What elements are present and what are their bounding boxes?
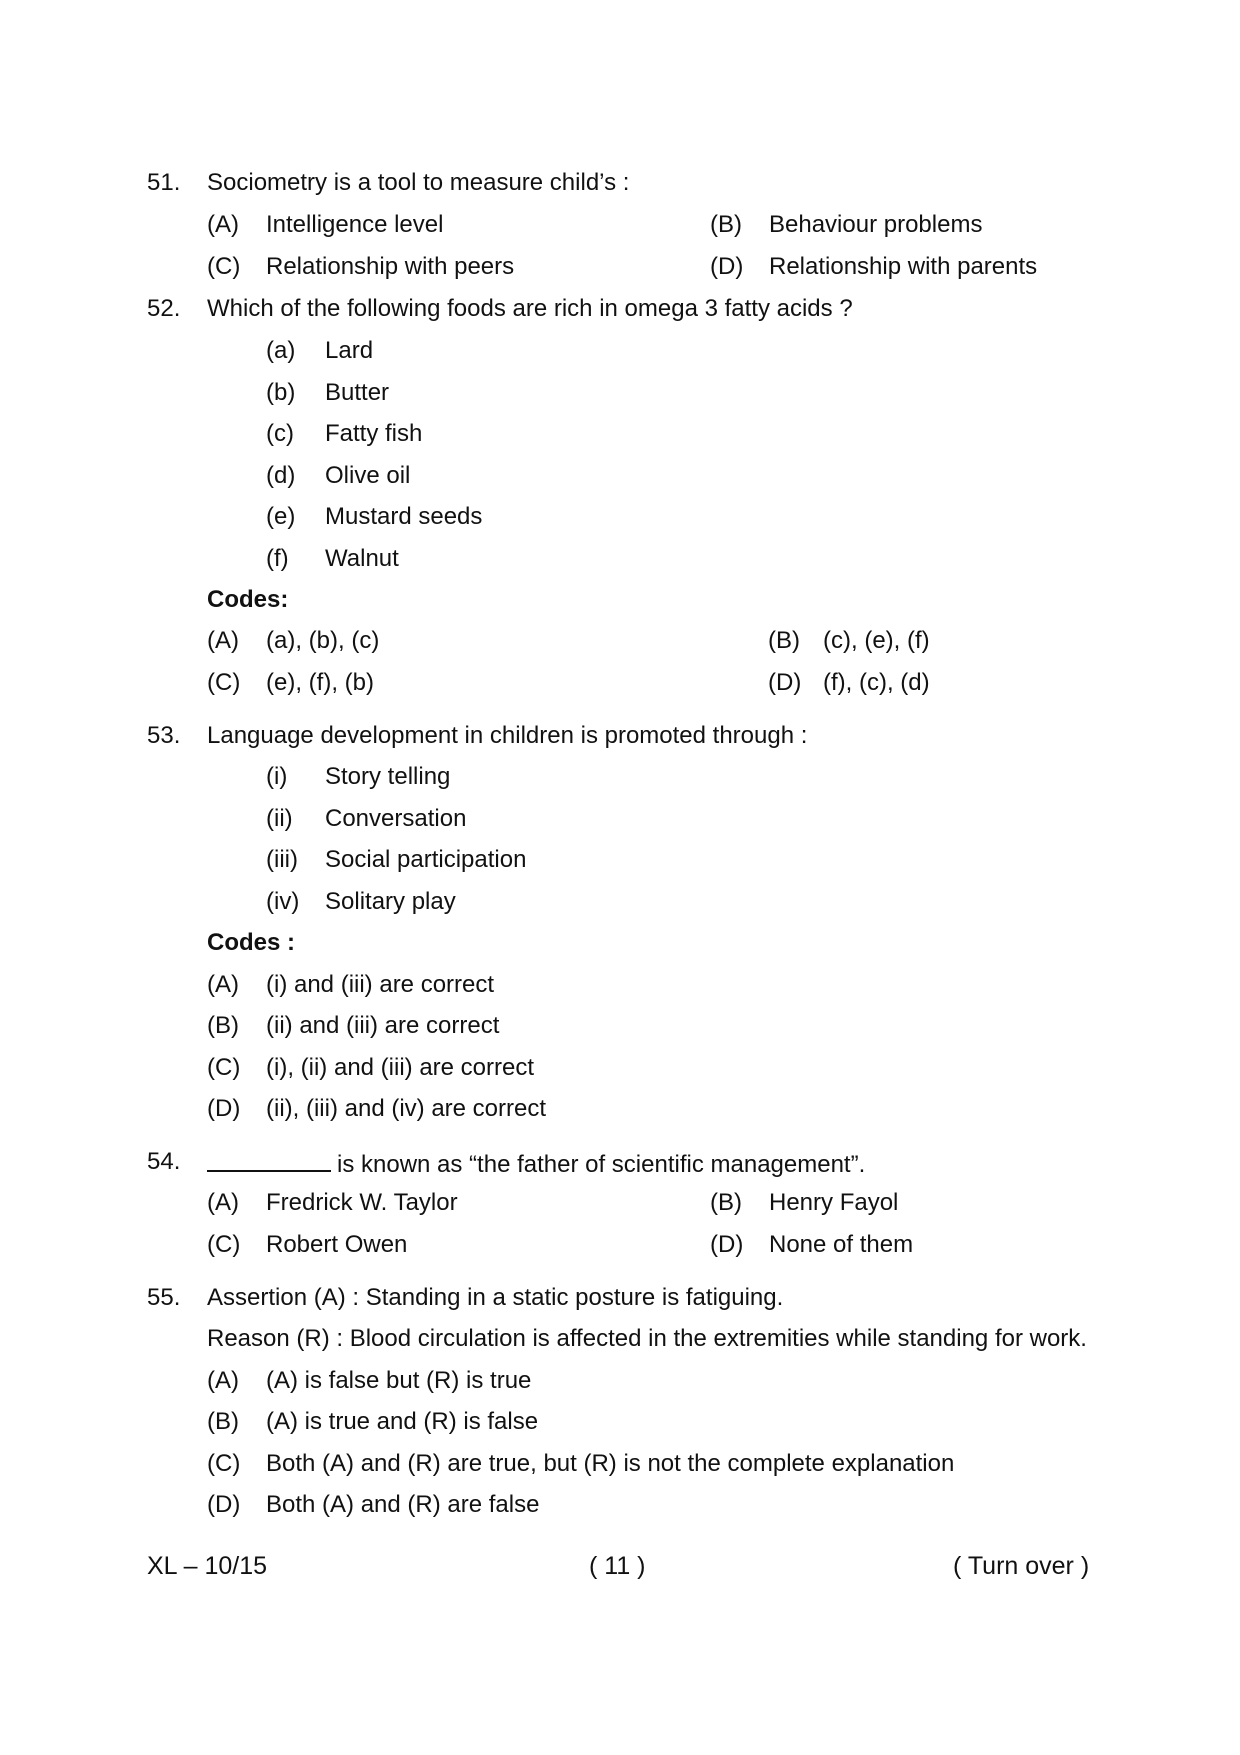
q52-opt-b-text: (c), (e), (f) (823, 627, 930, 654)
q54-opt-a-label: (A) (207, 1189, 239, 1216)
q53-opt-b-label: (B) (207, 1012, 239, 1039)
q52-item-d-text: Olive oil (325, 462, 411, 489)
q54-opt-d-label: (D) (710, 1231, 744, 1258)
q53-text: Language development in children is promoted through : (207, 722, 808, 749)
q55-opt-a-label: (A) (207, 1367, 239, 1394)
q53-item-i-text: Story telling (325, 763, 451, 790)
q52-item-f-text: Walnut (325, 545, 399, 572)
q55-assertion: Assertion (A) : Standing in a static posture is fatiguing. (207, 1284, 784, 1311)
q55-opt-d-text: Both (A) and (R) are false (266, 1491, 540, 1518)
q53-opt-a-label: (A) (207, 971, 239, 998)
q54-answer-blank (207, 1148, 331, 1172)
q54-line (207, 1148, 865, 1179)
q53-codes-label: Codes : (207, 929, 296, 956)
q52-opt-b-label: (B) (768, 627, 800, 654)
q55-opt-b-label: (B) (207, 1408, 239, 1435)
q53-item-ii-label: (ii) (266, 805, 293, 832)
q53-item-iv-label: (iv) (266, 888, 300, 915)
q52-opt-a-text: (a), (b), (c) (266, 627, 380, 654)
q53-item-iv-text: Solitary play (325, 888, 456, 915)
q52-item-c-text: Fatty fish (325, 420, 423, 447)
q52-opt-d-text: (f), (c), (d) (823, 669, 930, 696)
q52-number: 52. (147, 295, 181, 322)
q53-opt-c-label: (C) (207, 1054, 241, 1081)
q55-number: 55. (147, 1284, 181, 1311)
q51-opt-c-text: Relationship with peers (266, 253, 515, 280)
q54-opt-b-text: Henry Fayol (769, 1189, 899, 1216)
q52-item-e-text: Mustard seeds (325, 503, 483, 530)
q51-text: Sociometry is a tool to measure child’s : (207, 169, 630, 196)
q53-opt-d-text: (ii), (iii) and (iv) are correct (266, 1095, 547, 1122)
footer-turn-over: ( Turn over ) (953, 1552, 1090, 1580)
q54-opt-c-text: Robert Owen (266, 1231, 408, 1258)
q52-opt-c-label: (C) (207, 669, 241, 696)
q52-item-a-label: (a) (266, 337, 296, 364)
q52-item-e-label: (e) (266, 503, 296, 530)
q53-item-ii-text: Conversation (325, 805, 467, 832)
q52-opt-c-text: (e), (f), (b) (266, 669, 374, 696)
q55-opt-d-label: (D) (207, 1491, 241, 1518)
q54-opt-d-text: None of them (769, 1231, 914, 1258)
q52-text: Which of the following foods are rich in omega 3 fatty acids ? (207, 295, 853, 322)
q54-opt-b-label: (B) (710, 1189, 742, 1216)
q51-opt-d-text: Relationship with parents (769, 253, 1038, 280)
q53-opt-a-text: (i) and (iii) are correct (266, 971, 495, 998)
q55-opt-c-text: Both (A) and (R) are true, but (R) is not the complete explanation (266, 1450, 955, 1477)
footer-page-number: ( 11 ) (589, 1552, 646, 1580)
q51-opt-d-label: (D) (710, 253, 744, 280)
q54-opt-c-label: (C) (207, 1231, 241, 1258)
q51-opt-c-label: (C) (207, 253, 241, 280)
q53-item-iii-text: Social participation (325, 846, 527, 873)
q54-number: 54. (147, 1148, 181, 1175)
footer-paper-code: XL – 10/15 (147, 1552, 268, 1580)
q53-opt-b-text: (ii) and (iii) are correct (266, 1012, 500, 1039)
q54-opt-a-text: Fredrick W. Taylor (266, 1189, 458, 1216)
q52-opt-d-label: (D) (768, 669, 802, 696)
q52-item-a-text: Lard (325, 337, 374, 364)
q55-opt-c-label: (C) (207, 1450, 241, 1477)
q53-item-iii-label: (iii) (266, 846, 298, 873)
q53-item-i-label: (i) (266, 763, 288, 790)
q52-codes-label: Codes: (207, 586, 289, 613)
q55-opt-b-text: (A) is true and (R) is false (266, 1408, 539, 1435)
q55-opt-a-text: (A) is false but (R) is true (266, 1367, 532, 1394)
q53-number: 53. (147, 722, 181, 749)
q52-item-f-label: (f) (266, 545, 289, 572)
q52-item-c-label: (c) (266, 420, 294, 447)
q54-text: is known as “the father of scientific management”. (337, 1151, 866, 1178)
q55-reason: Reason (R) : Blood circulation is affected in the extremities while standing for work. (207, 1325, 1087, 1352)
q52-item-b-label: (b) (266, 379, 296, 406)
q51-opt-b-label: (B) (710, 211, 742, 238)
q51-opt-a-text: Intelligence level (266, 211, 444, 238)
q53-opt-d-label: (D) (207, 1095, 241, 1122)
q51-opt-b-text: Behaviour problems (769, 211, 983, 238)
q52-item-d-label: (d) (266, 462, 296, 489)
q51-opt-a-label: (A) (207, 211, 239, 238)
q51-number: 51. (147, 169, 181, 196)
q52-item-b-text: Butter (325, 379, 390, 406)
q52-opt-a-label: (A) (207, 627, 239, 654)
q53-opt-c-text: (i), (ii) and (iii) are correct (266, 1054, 535, 1081)
